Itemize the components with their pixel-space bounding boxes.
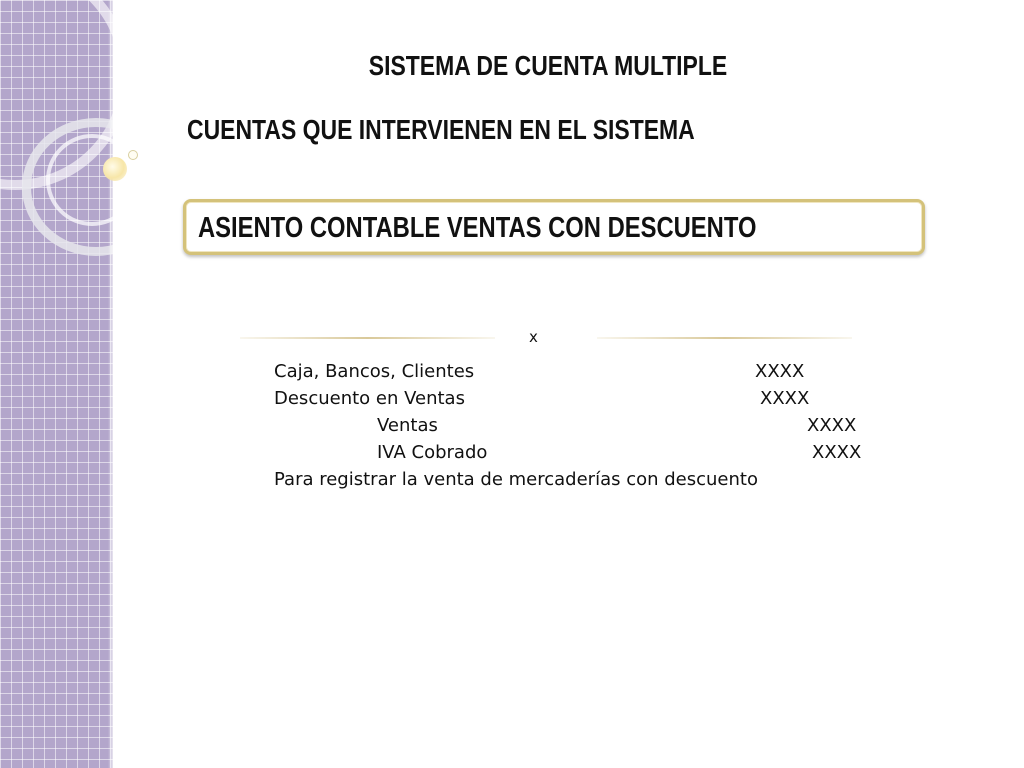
decorative-orb [103,157,127,181]
debit-amount-caja: XXXX [755,361,805,382]
section-banner [183,199,925,255]
journal-separator-left [240,337,495,339]
credit-account-iva: IVA Cobrado [377,442,488,463]
debit-amount-descuento: XXXX [760,388,810,409]
entry-description: Para registrar la venta de mercaderías con descuento [274,469,758,490]
slide-title: SISTEMA DE CUENTA MULTIPLE [368,50,728,81]
debit-account-caja: Caja, Bancos, Clientes [274,361,475,382]
decorative-side-panel [0,0,113,768]
credit-amount-ventas: XXXX [807,415,857,436]
panel-edge-highlight [108,0,113,768]
decorative-dot [128,150,138,160]
banner-heading: ASIENTO CONTABLE VENTAS CON DESCUENTO [198,212,757,244]
slide-subtitle: CUENTAS QUE INTERVIENEN EN EL SISTEMA [187,114,695,145]
debit-account-descuento: Descuento en Ventas [274,388,465,409]
credit-amount-iva: XXXX [812,442,862,463]
credit-account-ventas: Ventas [377,415,438,436]
journal-separator-right [597,337,852,339]
journal-entry-marker: x [529,328,538,346]
